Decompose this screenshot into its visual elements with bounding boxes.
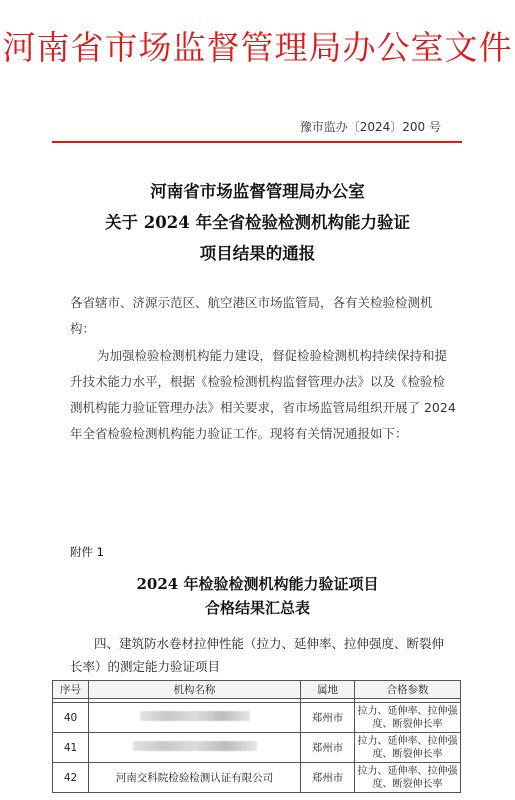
body-paragraph: 为加强检验检测机构能力建设，督促检验检测机构持续保持和提升技术能力水平，根据《检验检测机构监督管理办法》以及《检验检测机构能力验证管理办法》相关要求，省市场监管局组织开展了 2024 年全省检验检测机构能力验证工作。现将有关情况通报如下： — [70, 348, 456, 441]
row-params: 拉力、延伸率、拉伸强度、断裂伸长率 — [355, 733, 461, 763]
attachment-label: 附件 1 — [70, 545, 104, 559]
masthead: 河南省市场监督管理局办公室文件 — [2, 28, 513, 67]
summary-title-line-1: 2024 年检验检测机构能力验证项目 — [136, 575, 379, 593]
row-params: 拉力、延伸率、拉伸强度、断裂伸长率 — [355, 763, 461, 793]
row-name: 河南交科院检验检测认证有限公司 — [89, 763, 301, 793]
addressee: 各省辖市、济源示范区、航空港区市场监管局，各有关检验检测机构： — [70, 295, 433, 336]
header-location: 属地 — [301, 681, 355, 699]
document-number: 豫市监办〔2024〕200 号 — [299, 120, 441, 134]
table-row — [53, 703, 461, 733]
row-params: 拉力、延伸率、拉伸强度、断裂伸长率 — [355, 703, 461, 733]
row-location: 郑州市 — [301, 763, 355, 793]
row-name-redacted — [89, 733, 301, 763]
summary-title — [0, 572, 515, 620]
row-no: 40 — [53, 703, 89, 733]
red-divider — [52, 141, 462, 143]
row-location: 郑州市 — [301, 733, 355, 763]
section-heading: 四、建筑防水卷材拉伸性能（拉力、延伸率、拉伸强度、断裂伸长率）的测定能力验证项目 — [70, 636, 445, 674]
table-header-row — [53, 681, 461, 699]
summary-title-line-2: 合格结果汇总表 — [204, 599, 310, 617]
title-line-1: 河南省市场监督管理局办公室 — [150, 182, 365, 201]
redaction-blur — [133, 741, 257, 751]
table-row — [53, 733, 461, 763]
title-line-3: 项目结果的通报 — [199, 244, 316, 263]
results-table — [52, 680, 461, 793]
row-no: 42 — [53, 763, 89, 793]
row-name-redacted — [89, 703, 301, 733]
table-row — [53, 763, 461, 793]
header-no: 序号 — [53, 681, 89, 699]
title-line-2: 关于 2024 年全省检验检测机构能力验证 — [105, 213, 410, 232]
row-location: 郑州市 — [301, 703, 355, 733]
row-no: 41 — [53, 733, 89, 763]
header-name: 机构名称 — [89, 681, 301, 699]
header-params: 合格参数 — [355, 681, 461, 699]
document-title — [0, 176, 515, 269]
redaction-blur — [140, 711, 250, 721]
